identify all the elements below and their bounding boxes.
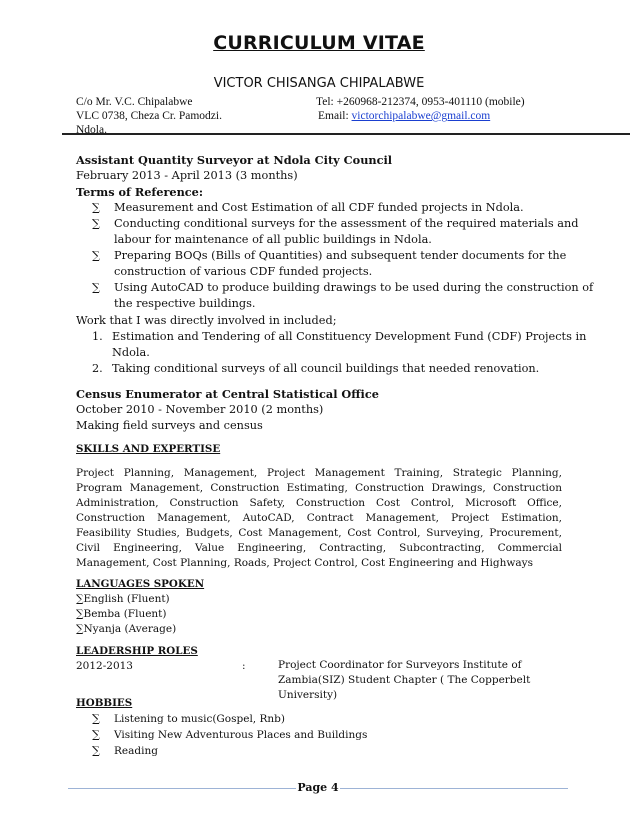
telephone: Tel: +260968-212374, 0953-401110 (mobile) xyxy=(316,96,525,108)
job1-title: Assistant Quantity Surveyor at Ndola City Council xyxy=(76,153,393,167)
job1-dates: February 2013 - April 2013 (3 months) xyxy=(76,169,298,182)
page-number: Page 4 xyxy=(297,781,339,794)
list-number: 2. xyxy=(92,362,103,375)
job1-work-intro: Work that I was directly involved in included; xyxy=(76,314,337,327)
leadership-separator: : xyxy=(242,660,246,672)
leadership-heading: LEADERSHIP ROLES xyxy=(76,645,198,657)
numbered-item-line: Ndola. xyxy=(112,346,150,359)
cv-title: CURRICULUM VITAE xyxy=(213,32,425,54)
leadership-role-line: Zambia(SIZ) Student Chapter ( The Copperbelt xyxy=(278,674,531,686)
email-label: Email: xyxy=(318,110,352,122)
hobby-text: Reading xyxy=(114,745,158,757)
email-line xyxy=(318,109,490,123)
bullet-glyph: ∑ xyxy=(92,201,100,214)
numbered-item-line: Taking conditional surveys of all council buildings that needed renovation. xyxy=(112,362,540,375)
bullet-text-line: Measurement and Cost Estimation of all CDF funded projects in Ndola. xyxy=(114,201,524,214)
bullet-text-line: labour for maintenance of all public buildings in Ndola. xyxy=(114,233,432,246)
address-line-2: VLC 0738, Cheza Cr. Pamodzi. xyxy=(76,110,222,122)
bullet-glyph: ∑ xyxy=(92,728,100,741)
hobbies-heading: HOBBIES xyxy=(76,697,133,709)
hobby-text: Listening to music(Gospel, Rnb) xyxy=(114,713,285,725)
languages-list xyxy=(76,592,176,637)
languages-heading: LANGUAGES SPOKEN xyxy=(76,578,205,590)
bullet-text-line: the respective buildings. xyxy=(114,297,256,310)
bullet-text-line: construction of various CDF funded projects. xyxy=(114,265,373,278)
bullet-text-line: Preparing BOQs (Bills of Quantities) and subsequent tender documents for the xyxy=(114,249,567,262)
skills-heading: SKILLS AND EXPERTISE xyxy=(76,443,221,455)
bullet-text-line: Conducting conditional surveys for the assessment of the required materials and xyxy=(114,217,579,230)
address-line-1: C/o Mr. V.C. Chipalabwe xyxy=(76,96,193,108)
hobby-text: Visiting New Adventurous Places and Buildings xyxy=(114,729,368,741)
leadership-role-line: Project Coordinator for Surveyors Institute of xyxy=(278,659,522,671)
footer-rule-right xyxy=(340,788,568,789)
job2-description: Making field surveys and census xyxy=(76,419,263,432)
candidate-name: VICTOR CHISANGA CHIPALABWE xyxy=(213,76,425,91)
header-divider xyxy=(62,133,630,135)
leadership-role-line: University) xyxy=(278,689,338,701)
job1-numbered-list xyxy=(92,329,587,379)
hobbies-list xyxy=(92,711,492,761)
numbered-item-line: Estimation and Tendering of all Constituency Development Fund (CDF) Projects in xyxy=(112,330,587,343)
bullet-glyph: ∑ xyxy=(92,217,100,230)
job2-title: Census Enumerator at Central Statistical Office xyxy=(76,387,379,401)
bullet-glyph: ∑ xyxy=(92,249,100,262)
email-link[interactable]: victorchipalabwe@gmail.com xyxy=(351,110,491,122)
bullet-glyph: ∑ xyxy=(92,744,100,757)
language-item: ∑Bemba (Fluent) xyxy=(76,608,167,620)
leadership-role xyxy=(278,658,530,703)
bullet-text-line: Using AutoCAD to produce building drawings to be used during the construction of xyxy=(114,281,594,294)
list-number: 1. xyxy=(92,330,103,343)
job2-dates: October 2010 - November 2010 (2 months) xyxy=(76,403,324,416)
leadership-period: 2012-2013 xyxy=(76,660,133,672)
bullet-glyph: ∑ xyxy=(92,712,100,725)
bullet-glyph: ∑ xyxy=(92,281,100,294)
job1-tor-heading: Terms of Reference: xyxy=(76,185,204,199)
skills-text: Project Planning, Management, Project Management Training, Strategic Planning, Program Management, Construction Estimating, Construction Drawings, Construction Administration, Construction Safety, Construction Cost Control, Microsoft Office, Construction Management, AutoCAD, Contract Management, Project Estimation, Feasibility Studies, Budgets, Cost Management, Cost Control, Surveying, Procurement, Civil Engineering, Value Engineering, Contracting, Subcontracting, Commercial Management, Cost Planning, Roads, Project Control, Cost Engineering and Highways xyxy=(76,467,562,569)
job1-bullet-list xyxy=(92,200,594,310)
language-item: ∑English (Fluent) xyxy=(76,593,170,605)
footer-rule-left xyxy=(68,788,296,789)
language-item: ∑Nyanja (Average) xyxy=(76,623,177,635)
address-line-3: Ndola. xyxy=(76,124,107,136)
